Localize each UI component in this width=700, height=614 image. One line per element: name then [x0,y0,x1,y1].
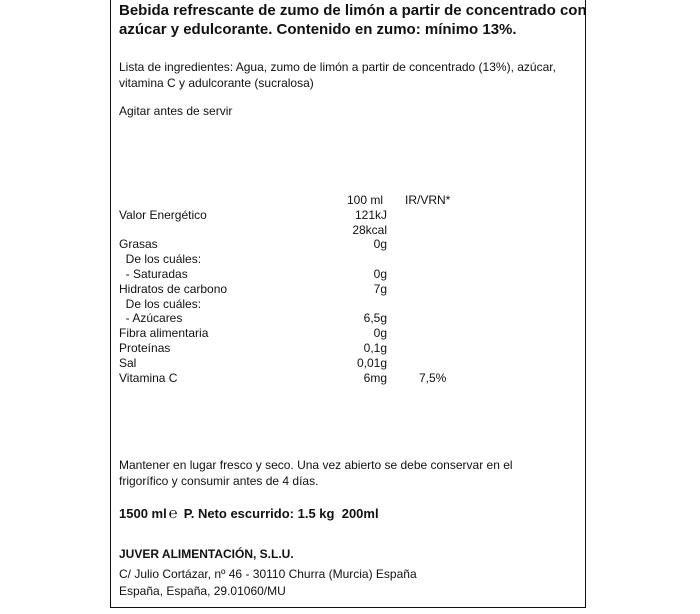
nutrient-name: Valor Energético [119,207,207,222]
nutrient-name: Grasas [119,237,158,252]
storage-instructions: Mantener en lugar fresco y seco. Una vez abierto se debe conservar en el frigorífico y consumir antes de 4 días. [119,458,513,488]
nutrition-table [119,193,579,385]
nutrient-value: 28kcal [352,222,387,237]
nutrition-row [119,267,579,282]
nutrition-rows [119,208,579,386]
nutrition-label-panel [110,0,586,608]
nutrition-row [119,297,579,312]
nutrition-row [119,252,579,267]
company-name: JUVER ALIMENTACIÓN, S.L.U. [119,547,294,561]
nutrient-value: 0g [373,237,387,252]
nutrient-value: 7g [373,281,387,296]
reference-intake-header: IR/VRN* [405,193,451,207]
nutrient-name: Vitamina C [119,370,178,385]
nutrient-name: De los cuáles: [119,296,202,311]
nutrition-row [119,208,579,223]
nutrition-row [119,311,579,326]
nutrient-reference-percent: 7,5% [419,370,447,385]
nutrient-name: Hidratos de carbono [119,281,228,296]
nutrition-row [119,341,579,356]
nutrient-value: 0g [373,266,387,281]
net-volume: 1500 ml [119,506,167,521]
estimated-sign-icon: ℮ [168,505,178,522]
nutrition-row [119,356,579,371]
nutrient-name: Proteínas [119,340,171,355]
nutrient-value: 6mg [363,370,387,385]
nutrition-row [119,223,579,238]
nutrient-name: Sal [119,355,137,370]
net-content-line [119,505,379,523]
nutrient-value: 0,1g [363,340,387,355]
usage-instructions: Agitar antes de servir [119,104,233,118]
nutrient-value: 0,01g [356,355,387,370]
drained-weight: P. Neto escurrido: 1.5 kg [183,506,335,521]
nutrient-value: 0g [373,326,387,341]
nutrient-name: - Saturadas [119,266,188,281]
nutrient-value: 6,5g [363,311,387,326]
product-title: Bebida refrescante de zumo de limón a partir de concentrado con azúcar y edulcorante. Contenido en zumo: mínimo 13%. [119,2,587,38]
company-address-block [119,566,417,600]
nutrient-name: Fibra alimentaria [119,326,209,341]
nutrition-row [119,371,579,386]
per-100ml-header: 100 ml [347,193,384,207]
nutrition-header-row [119,193,579,208]
nutrition-row [119,326,579,341]
nutrient-name: - Azúcares [119,311,183,326]
nutrition-row [119,282,579,297]
sanitary-registry: España, España, 29.01060/MU [119,584,286,598]
nutrient-value: 121kJ [354,207,387,222]
nutrient-name: De los cuáles: [119,252,202,267]
company-address: C/ Julio Cortázar, nº 46 - 30110 Churra (Murcia) España [119,567,417,581]
nutrition-row [119,237,579,252]
extra-volume: 200ml [341,506,379,521]
ingredients-list: Lista de ingredientes: Agua, zumo de limón a partir de concentrado (13%), azúcar, vitamina C y adulcorante (sucralosa) [119,60,556,90]
